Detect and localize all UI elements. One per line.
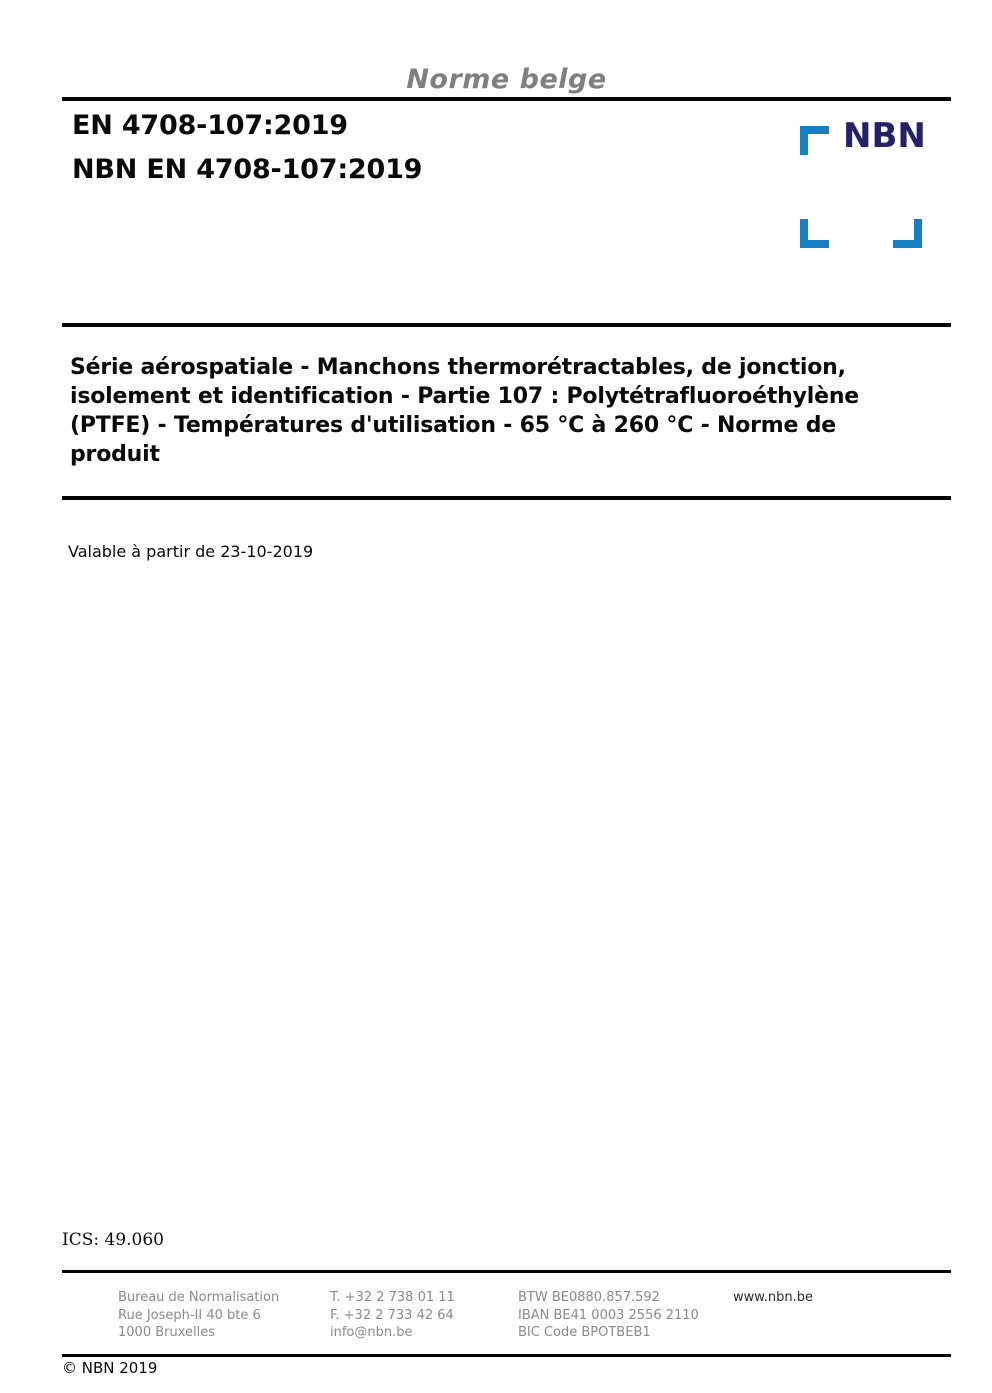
standard-reference-en: EN 4708-107:2019 [72,110,348,141]
footer-fax: F. +32 2 733 42 64 [330,1307,454,1323]
nbn-logo-text: NBN [843,116,926,156]
footer-bic: BIC Code BPOTBEB1 [518,1325,651,1340]
nbn-logo [797,116,926,250]
standard-title: Série aérospatiale - Manchons thermorétractables, de jonction, isolement et identification - Partie 107 : Polytétrafluoroéthylène (PTFE) - Températures d'utilisation - 65 °C à 260 °C - Norme de produit [70,355,860,467]
footer-address-line: Bureau de Normalisation [118,1290,280,1305]
footer-phone: T. +32 2 738 01 11 [330,1290,455,1305]
title-rule-bottom [62,496,951,500]
logo-corner-top-left-icon [800,126,829,155]
footer-contact [330,1289,455,1342]
footer-address-line: Rue Joseph-II 40 bte 6 [118,1307,261,1323]
footer-email: info@nbn.be [330,1325,413,1340]
logo-corner-bottom-right-icon [893,219,922,248]
header-rule [62,97,951,101]
title-rule-top [62,323,951,327]
ics-code: ICS: 49.060 [62,1230,164,1250]
footer-address-line: 1000 Bruxelles [118,1325,216,1340]
footer-iban: IBAN BE41 0003 2556 2110 [518,1307,699,1323]
footer-website: www.nbn.be [733,1290,813,1305]
copyright-notice: © NBN 2019 [62,1359,158,1377]
footer-address [118,1289,279,1342]
footer-registration [518,1289,699,1342]
validity-date: Valable à partir de 23-10-2019 [68,542,314,561]
logo-corner-bottom-left-icon [800,219,829,248]
footer-rule [62,1270,951,1273]
footer-vat-number: BTW BE0880.857.592 [518,1290,660,1305]
document-kind-heading: Norme belge [406,64,607,95]
standard-reference-nbn: NBN EN 4708-107:2019 [72,154,423,185]
copyright-rule [62,1354,951,1357]
